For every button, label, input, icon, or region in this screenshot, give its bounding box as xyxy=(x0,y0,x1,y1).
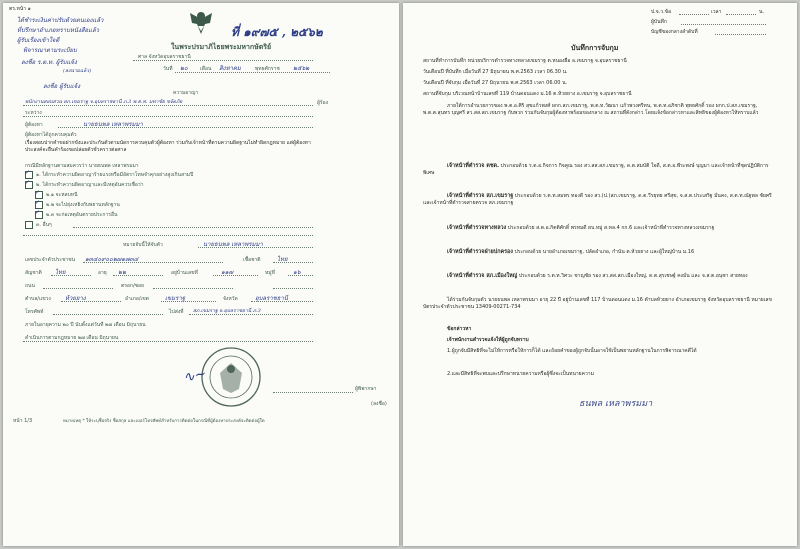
reason-item: ๒. ได้กระทำความผิดอาญาและมีเหตุอันควรเชื่อว่า xyxy=(36,182,144,188)
plaintiff-suffix: ผู้ร้อง xyxy=(317,100,329,106)
signature-line: ลงชื่อ ผู้รับแจ้ง xyxy=(43,83,81,90)
charges-heading: ข้อกล่าวหา xyxy=(447,326,472,332)
field-label: ถนน xyxy=(25,283,35,289)
section-text: ประกอบด้วย ร.ต.อ.กิจการ กิจคูณ รอง สว.สส.สภ.เขมราฐ, ด.ต.สมบัติ ใจดี, ส.ต.อ.พีระพงษ์ บุญมา และเจ้าหน้าที่ชุดปฏิบัติการพิเศษ xyxy=(423,163,769,176)
officers-text: ภายใต้การอำนวยการของ พ.ต.อ.ศิริ สุขแก้วพงศ์ ผกก.สภ.เขมราฐ, พ.ต.ท.วัฒนา แก้วพวงศรีทน, พ.ต.ท.อภิชาติ พุทธศักดิ์ รอง ผกก.ป.สภ.เขมราฐ, พ.ต.ต.สุนทร บุญศรี สว.สส.สภ.เขมราฐ กับพวก ร่วมกันจับกุมผู้ต้องหาพร้อมของกลาง ณ สถานที่ดังกล่าว โดยแจ้งข้อกล่าวหาและสิทธิของผู้ต้องหาให้ทราบแล้ว xyxy=(423,103,759,116)
charges-item: 2.และมีสิทธิที่จะพบและปรึกษาทนายความหรือผู้ซึ่งจะเป็นทนายความ xyxy=(447,371,594,377)
section-block xyxy=(423,273,779,280)
field-label: ตำบล/แขวง xyxy=(25,296,51,302)
house-number-field: ๑๑๗ xyxy=(221,269,234,276)
date-month: สิงหาคม xyxy=(219,65,241,72)
check-mark-icon: ✓ xyxy=(35,209,41,216)
section-block xyxy=(423,225,779,232)
field-label: อำเภอ/เขต xyxy=(125,296,149,302)
section-block xyxy=(423,163,779,176)
month-label: เดือน xyxy=(200,66,212,72)
reason-heading: กรณีมีหลักฐานตามสมควรว่า นายธนพล เหลาพรมมา xyxy=(25,163,139,169)
warrant-name: นายธนพล เหลาพรมมา xyxy=(203,241,263,248)
plaintiff-office: พนักงานสอบสวน สภ.เขมราฐ จ.อุบลราชธานี ภ.3 พ.ต.ท. มหาชัย ขจัดภัย xyxy=(25,99,183,105)
garuda-emblem-icon xyxy=(186,7,216,37)
court-line: ศาล จังหวัดอุบลราชธานี xyxy=(138,54,191,60)
record-title: บันทึกการจับกุม xyxy=(571,44,619,52)
section-heading: เจ้าหน้าที่ตำรวจ สภ.เขมราฐ xyxy=(447,193,514,199)
subdistrict-field: ห้วยยาง xyxy=(65,295,86,302)
reason-item: ๒.๑ จะหลบหนี xyxy=(46,192,78,198)
accused-name: นายธนพล เหลาพรมมา xyxy=(83,121,143,128)
date-year: ๒๕๖๒ xyxy=(293,65,310,72)
judge-signature-stroke-icon: ∿∼ xyxy=(181,365,208,387)
arrested-text: ได้ร่วมกันจับกุมตัว นายธนพล เหลาพรมมา อายุ 22 ปี อยู่บ้านเลขที่ 117 บ้านดอนแดง ม.16 ตำบลห้วยยาง อำเภอเขมราฐ จังหวัดอุบลราชธานี หมายเลขบัตรประจำตัวประชาชน 13409-00271-734 xyxy=(423,297,772,310)
check-mark-icon: ✓ xyxy=(25,179,31,186)
district-field: เขมราฐ xyxy=(165,295,186,302)
field-label: อายุ xyxy=(98,270,107,276)
field-label: จังหวัด xyxy=(223,296,238,302)
detention-text: เรื่องสอบปากคำขอฝากขังและประกันตัวตามนัดการควบคุมตัวผู้ต้องหา ร่วมกับเจ้าหน้าที่ตามความผิดฐานไม่ทำผิดกฎหมาย แต่ผู้ต้องหาประสงค์จะยื่นคำร้องขอปล่อยตัวชั่วคราวต่อศาล xyxy=(25,140,311,153)
field-label: หมู่ที่ xyxy=(265,270,275,276)
warrant-heading: หมายจับนี้ให้จับตัว xyxy=(123,242,163,248)
check-mark-icon: ✓ xyxy=(35,199,41,206)
section-heading: เจ้าหน้าที่ตำรวจฝ่ายปกครอง xyxy=(447,249,513,255)
charges-item: 1.ผู้ถูกจับมีสิทธิที่จะไม่ให้การหรือให้การก็ได้ และถ้อยคำของผู้ถูกจับนั้นอาจใช้เป็นพยานหลักฐานในการพิจารณาคดีได้ xyxy=(447,348,697,354)
field-label: ไปส่งที่ xyxy=(169,309,184,315)
section-text: ประกอบด้วย ร.ต.ท.วิศวะ ชาญชัย รอง สว.สส.สภ.เมืองใหญ่, ด.ต.สุรเชษฐ์ คงมั่น และ จ.ส.ต.อนุชา สายทอง xyxy=(518,273,748,279)
doc-title: ในพระปรมาภิไธยพระมหากษัตริย์ xyxy=(171,43,272,51)
date-day: ๒๐ xyxy=(180,65,188,72)
province-field: อุบลราชธานี xyxy=(255,295,288,302)
detained-label: ผู้ต้องหาได้ถูกควบคุมตัว xyxy=(25,132,77,138)
checkbox-item-3[interactable] xyxy=(25,221,33,229)
top-field-unit: น. xyxy=(759,9,765,15)
top-field-suffix: เวลา xyxy=(711,9,722,15)
deliver-to-field: สภ.เขมราฐ จ.อุบลราชธานี ภ.3 xyxy=(193,308,261,314)
handwritten-note: ผู้รับเรื่องเข้าใจดี xyxy=(17,37,60,44)
deadline-line: ดำเนินการตามกฎหมาย ๒๗ เดือน มิถุนายน xyxy=(25,335,119,341)
reason-item: ๓. อื่นๆ xyxy=(36,222,52,228)
intro-line: วันเดือนปี ที่จับกุม เมื่อวันที่ 27 มิถุนายน พ.ศ.2563 เวลา 06.00 น. xyxy=(423,80,568,86)
section-block xyxy=(423,193,779,206)
field-label: ตรอก/ซอย xyxy=(121,283,144,289)
footer-note: หมายเหตุ * ให้ระบุชื่อจริง ชื่อสกุล และเบอร์โทรศัพท์สำหรับการติดต่อในกรณีที่ผู้ต้องหาประสงค์จะติดต่อผู้ใด xyxy=(63,419,265,424)
age-field: ๒๒ xyxy=(118,269,126,276)
case-label: ความอาญา xyxy=(173,90,199,96)
section-text: ประกอบด้วย นายอำเภอเขมราฐ, ปลัดอำเภอ, กำนัน ต.ห้วยยาง และผู้ใหญ่บ้าน ม.16 xyxy=(514,249,695,255)
field-label: เชื้อชาติ xyxy=(243,257,261,263)
year-label: พุทธศักราช xyxy=(255,66,280,72)
section-text: ประกอบด้วย ส.ต.อ.กิตติศักดิ์ พรหมดี ผบ.หมู่ ส.ทล.4 กก.6 และเจ้าหน้าที่ตำรวจทางหลวงเขมราฐ xyxy=(507,225,715,231)
handwritten-note: ลงชื่อ ร.ต.ท. ผู้รับแจ้ง xyxy=(21,59,77,66)
section-block xyxy=(423,249,779,256)
handwritten-note: ที่ปรึกษาอำเภอทราบหนังสือแล้ว xyxy=(17,27,100,34)
top-field-label: บัญชีของกลางลำดับที่ xyxy=(651,29,698,35)
deadline-line: ภายในอายุความ ๒๐ ปี นับตั้งแต่วันที่ ๒๗ เดือน มิถุนายน xyxy=(25,322,146,328)
handwritten-note: (ลงนามแล้ว) xyxy=(63,68,92,74)
reason-item: ๒.๓ จะก่อเหตุอันตรายประการอื่น xyxy=(46,212,118,218)
top-field-label: ป.จ.ว.ข้อ xyxy=(651,9,672,15)
handwritten-note: พิจารณาตามระเบียบ xyxy=(23,47,77,54)
field-label: โทรศัพท์ xyxy=(25,309,44,315)
section-text: ประกอบด้วย ร.ต.ท.สมพร ทองดี รอง สว.(ป.)สภ.เขมราฐ, ด.ต.วีรยุทธ ศรีสุข, จ.ส.ต.ประเสริฐ มั่นคง, ส.ต.ท.ณัฐพล ชัยศรี และเจ้าหน้าที่ตำรวจสายตรวจ สภ.เขมราฐ xyxy=(423,193,772,206)
moo-field: ๑๖ xyxy=(293,269,301,276)
field-label: สัญชาติ xyxy=(25,270,42,276)
judge-paren: (ลงชื่อ) xyxy=(371,401,387,407)
arrest-record-page xyxy=(403,3,797,546)
nationality-field: ไทย xyxy=(55,269,66,276)
arrest-warrant-page xyxy=(3,3,399,546)
intro-line: สถานที่ทำการบันทึก หน่วยบริการตำรวจทางหลวงเขมราฐ ต.หนองผือ อ.เขมราฐ จ.อุบลราชธานี xyxy=(423,58,627,64)
section-heading: เจ้าหน้าที่ตำรวจ ตชด. xyxy=(447,163,500,169)
reason-item: ๑. ได้กระทำความผิดอาญาร้ายแรงหรือมีอัตราโทษจำคุกอย่างสูงเกินสามปี xyxy=(36,172,194,178)
check-mark-icon: ✓ xyxy=(35,189,41,196)
intro-line: สถานที่จับกุม บริเวณหน้าบ้านเลขที่ 119 บ้านดอนแดง ม.16 ต.ห้วยยาง อ.เขมราฐ จ.อุบลราชธานี xyxy=(423,91,632,97)
field-label: เลขประจำตัวประชาชน xyxy=(25,257,76,263)
race-field: ไทย xyxy=(277,256,288,263)
check-mark-icon: ✓ xyxy=(25,169,31,176)
charges-sub: เจ้าพนักงานตำรวจแจ้งให้ผู้ถูกจับทราบ xyxy=(447,337,529,343)
judge-label: ผู้พิพากษา xyxy=(355,386,377,392)
reason-item: ๒.๒ จะไปยุ่งเหยิงกับพยานหลักฐาน xyxy=(46,202,120,208)
handwritten-signature: ธนพล เหลาพรมมา xyxy=(579,399,653,409)
serial-number: ที่ ๑๙๗๕ , ๒๕๖๒ xyxy=(231,25,323,39)
court-seal-stamp xyxy=(198,345,264,409)
field-label: อยู่บ้านเลขที่ xyxy=(171,270,198,276)
section-heading: เจ้าหน้าที่ตำรวจทางหลวง xyxy=(447,225,507,231)
accused-label: ผู้ต้องหา xyxy=(25,122,43,128)
form-code: ตร.หน้า ๑ xyxy=(9,6,31,12)
section-heading: เจ้าหน้าที่ตำรวจ สภ.เมืองใหญ่ xyxy=(447,273,518,279)
id-number-field: ๑๓๔๐๙๐๐๒๗๑๗๓๔ xyxy=(85,256,139,263)
intro-line: วันเดือนปี ที่บันทึก เมื่อวันที่ 27 มิถุนายน พ.ศ.2563 เวลา 06.30 น. xyxy=(423,69,568,75)
date-label: วันที่ xyxy=(163,66,173,72)
top-field-label: ผู้บันทึก xyxy=(651,19,667,25)
footer-left: หน้า 1/3 xyxy=(13,418,33,424)
handwritten-note: ได้ชำระเงินค่าปรับด้วยตนเองแล้ว xyxy=(17,17,104,24)
between-label: ระหว่าง xyxy=(25,110,42,116)
